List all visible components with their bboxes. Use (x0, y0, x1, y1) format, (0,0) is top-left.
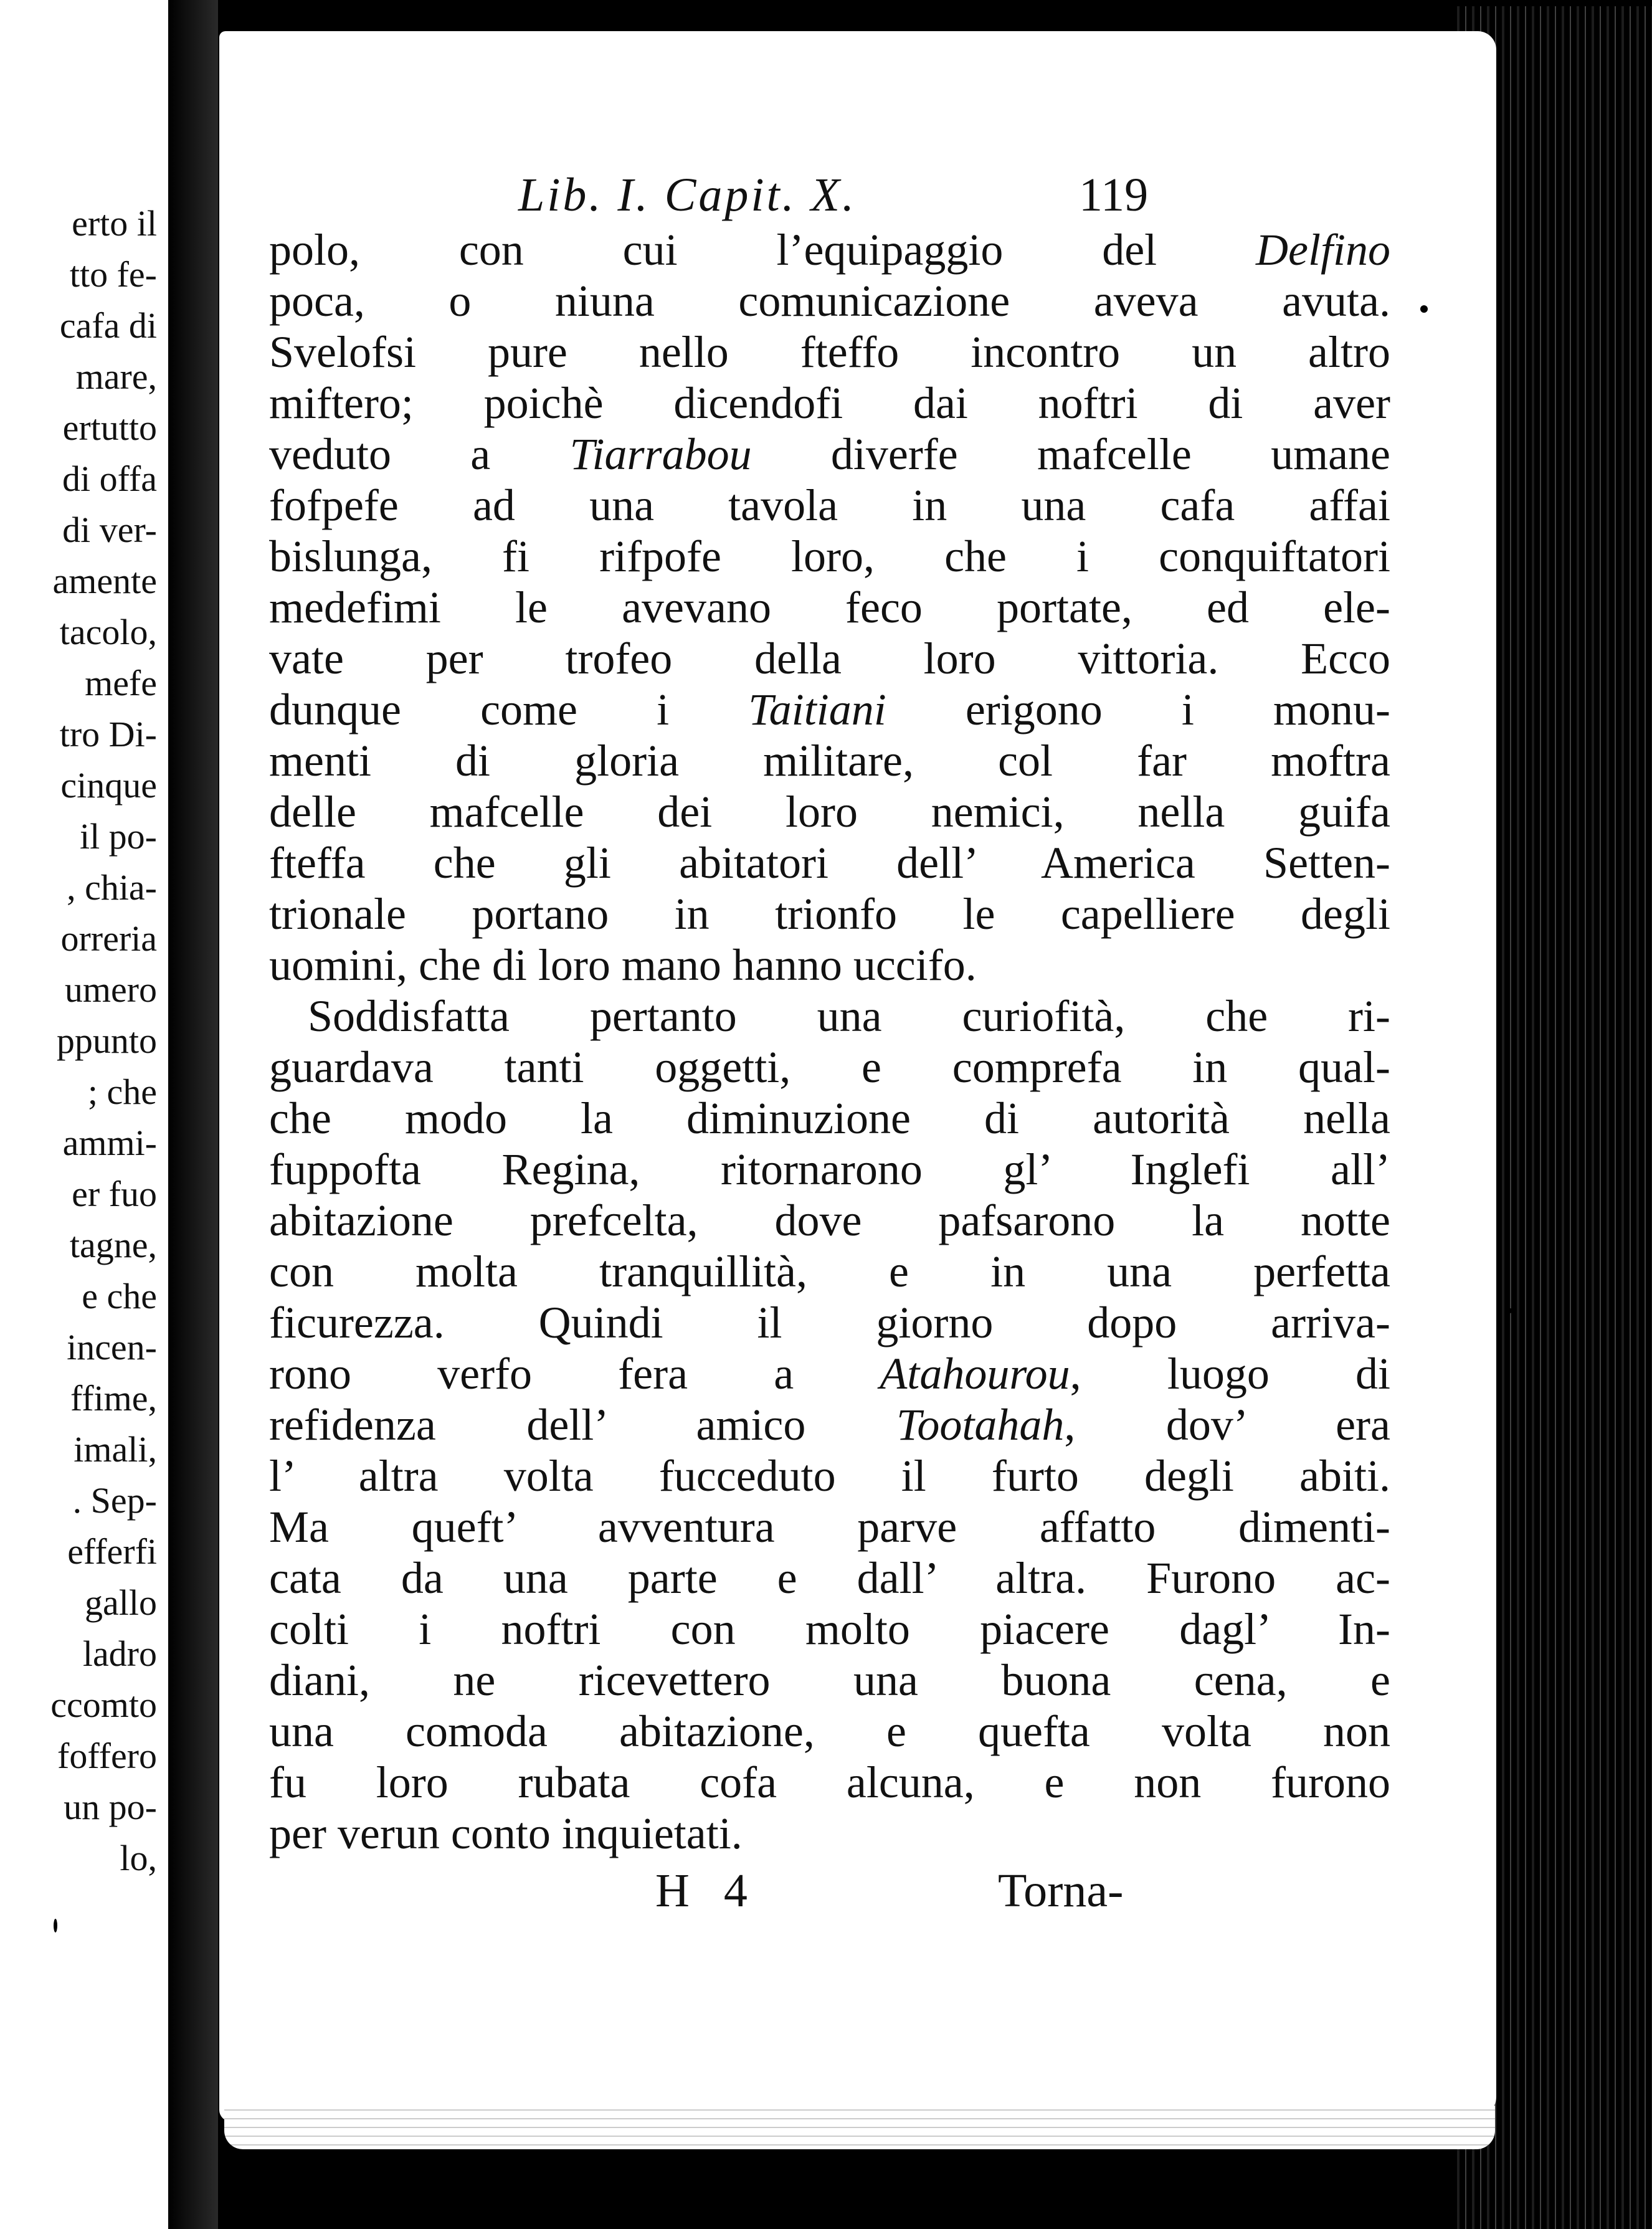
text-line (269, 1093, 1390, 1144)
text-line (269, 1399, 1390, 1450)
text-segment: Svelofsi pure nello fteffo incontro un altro (269, 327, 1390, 377)
text-line (269, 429, 1390, 480)
signature-mark: H 4 (655, 1865, 759, 1917)
text-line (269, 531, 1390, 582)
facing-page-fragment: ladro (82, 1633, 157, 1674)
text-segment: delle mafcelle dei loro nemici, nella guifa (269, 787, 1390, 837)
text-line (269, 888, 1390, 939)
facing-page-fragment: , chia- (67, 867, 157, 908)
text-line (269, 582, 1390, 633)
text-segment: guardava tanti oggetti, e comprefa in qual- (269, 1042, 1390, 1092)
facing-page-fragment: cafa di (59, 305, 157, 346)
text-segment: erigono i monu- (886, 685, 1390, 734)
facing-page-fragment: mefe (85, 663, 157, 703)
text-segment: , luogo di (1070, 1349, 1390, 1399)
text-line (269, 786, 1390, 837)
facing-page-fragment: cinque (60, 765, 157, 806)
facing-page-fragment: tto fe- (69, 254, 157, 295)
text-line (269, 480, 1390, 531)
text-segment: bislunga, fi rifpofe loro, che i conquiftatori (269, 531, 1390, 581)
facing-page-fragment: di ver- (62, 510, 157, 550)
text-segment: medefimi le avevano feco portate, ed ele- (269, 582, 1390, 632)
text-segment: con molta tranquillità, e in una perfetta (269, 1247, 1390, 1296)
facing-page-fragment: amente (52, 561, 157, 601)
facing-page-fragment: efferfi (67, 1531, 157, 1572)
text-segment: l’ altra volta fucceduto il furto degli abiti. (269, 1451, 1390, 1501)
text-line (269, 1042, 1390, 1093)
text-segment: diani, ne ricevettero una buona cena, e (269, 1655, 1390, 1705)
text-segment: , dov’ era (1064, 1400, 1390, 1450)
text-segment: uomini, che di loro mano hanno uccifo. (269, 940, 977, 990)
facing-page-fragment: . Sep- (72, 1480, 157, 1521)
text-segment: polo, con cui l’equipaggio del (269, 225, 1256, 275)
facing-page-fragment: ammi- (62, 1123, 157, 1163)
text-line (269, 1348, 1390, 1399)
facing-page-fragment: ccomto (50, 1685, 157, 1725)
text-line (269, 1501, 1390, 1552)
text-segment: refidenza dell’ amico (269, 1400, 896, 1450)
text-line (269, 1246, 1390, 1297)
facing-page-fragment: tro Di- (59, 714, 157, 754)
facing-page-fragment: ppunto (56, 1020, 157, 1061)
facing-page-fragment: gallo (85, 1582, 157, 1623)
text-segment: una comoda abitazione, e quefta volta non (269, 1706, 1390, 1756)
text-line (269, 1450, 1390, 1501)
italic-proper-noun: Atahourou (880, 1349, 1070, 1399)
italic-proper-noun: Taitiani (748, 685, 886, 734)
text-line (269, 1297, 1390, 1348)
facing-page (0, 0, 168, 2229)
facing-page-fragment: ; che (87, 1072, 157, 1112)
text-segment: trionale portano in trionfo le capelliere degli (269, 889, 1390, 939)
facing-page-fragment: ffime, (70, 1378, 157, 1419)
text-segment: fofpefe ad una tavola in una cafa affai (269, 480, 1390, 530)
text-line (269, 275, 1390, 326)
running-head (219, 168, 1390, 221)
text-segment: che modo la diminuzione di autorità nella (269, 1093, 1390, 1143)
text-line (269, 1757, 1390, 1808)
facing-page-fragment: e che (82, 1276, 157, 1316)
facing-page-fragment: tagne, (69, 1225, 157, 1265)
facing-page-fragment: umero (64, 969, 157, 1010)
text-line (269, 1144, 1390, 1195)
italic-proper-noun: Delfino (1256, 225, 1390, 275)
text-segment: poca, o niuna comunicazione aveva avuta. (269, 276, 1390, 326)
recto-page (219, 31, 1496, 2121)
text-segment: menti di gloria militare, col far moftra (269, 736, 1390, 786)
text-segment: diverfe mafcelle umane (751, 429, 1391, 479)
page-number: 119 (1079, 169, 1149, 221)
text-line (269, 1552, 1390, 1604)
facing-page-fragment: il po- (79, 816, 157, 857)
facing-page-fragment: un po- (64, 1787, 157, 1827)
text-segment: Ma queft’ avventura parve affatto dimenti- (269, 1502, 1390, 1552)
text-line (269, 837, 1390, 888)
text-line (269, 1808, 1390, 1859)
text-segment: colti i noftri con molto piacere dagl’ In- (269, 1604, 1390, 1654)
page-bottom-edge (224, 2106, 1495, 2149)
facing-page-fragment: ertutto (62, 407, 157, 448)
text-line (269, 939, 1390, 991)
text-segment: veduto a (269, 429, 570, 479)
facing-page-fragment: orreria (60, 918, 157, 959)
running-head-title: Lib. I. Capit. X. (518, 169, 857, 221)
text-segment: cata da una parte e dall’ altra. Furono ac- (269, 1553, 1390, 1603)
book-gutter (168, 0, 218, 2229)
text-segment: per verun conto inquietati. (269, 1808, 743, 1858)
italic-proper-noun: Tootahah (896, 1400, 1065, 1450)
text-segment: abitazione prefcelta, dove pafsarono la notte (269, 1195, 1390, 1245)
text-segment: ficurezza. Quindi il giorno dopo arriva- (269, 1298, 1390, 1347)
text-line (269, 1706, 1390, 1757)
facing-page-fragment: mare, (75, 356, 157, 397)
body-text (269, 224, 1390, 1859)
text-line (269, 684, 1390, 735)
text-segment: fu loro rubata cofa alcuna, e non furono (269, 1757, 1390, 1807)
text-line (269, 224, 1390, 275)
text-line (269, 991, 1390, 1042)
catchword: Torna- (998, 1865, 1124, 1917)
text-segment: dunque come i (269, 685, 749, 734)
text-segment: fteffa che gli abitatori dell’ America Setten- (269, 838, 1390, 888)
facing-page-fragment: er fuo (72, 1174, 157, 1214)
facing-page-fragment: di offa (62, 459, 157, 499)
italic-proper-noun: Tiarrabou (569, 429, 752, 479)
text-line (269, 735, 1390, 786)
text-line (269, 1655, 1390, 1706)
text-line (269, 633, 1390, 684)
text-line (269, 326, 1390, 378)
text-line (269, 1604, 1390, 1655)
facing-page-fragment: foffero (57, 1736, 157, 1776)
facing-page-fragment: incen- (67, 1327, 157, 1367)
text-segment: Soddisfatta pertanto una curiofità, che ri- (308, 991, 1390, 1041)
text-segment: miftero; poichè dicendofi dai noftri di aver (269, 378, 1390, 428)
facing-page-fragment: imali, (74, 1429, 157, 1470)
facing-page-fragment: tacolo, (59, 612, 157, 652)
text-line (269, 1195, 1390, 1246)
facing-page-fragment: lo, (120, 1838, 157, 1878)
text-line (269, 378, 1390, 429)
text-segment: rono verfo fera a (269, 1349, 880, 1399)
text-segment: fuppofta Regina, ritornarono gl’ Inglefi all’ (269, 1144, 1390, 1194)
facing-page-fragment: erto il (72, 203, 157, 244)
text-segment: vate per trofeo della loro vittoria. Ecco (269, 634, 1390, 683)
